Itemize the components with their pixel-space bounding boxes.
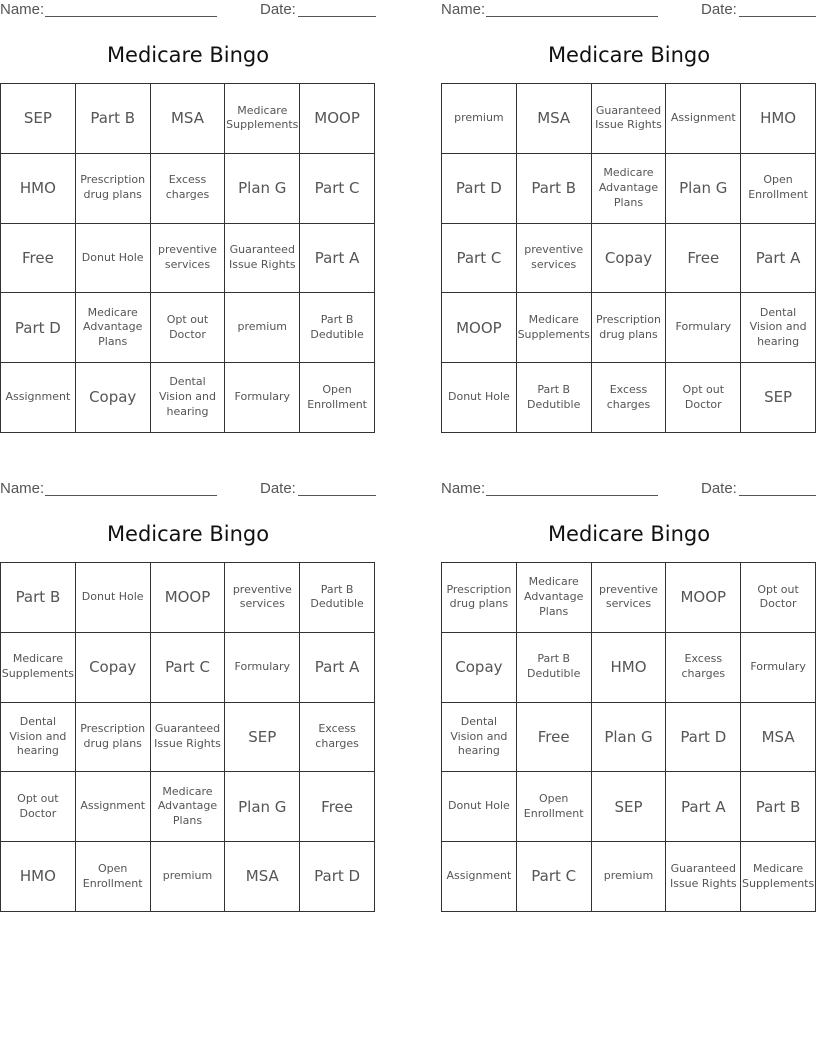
name-label: Name: (0, 1, 45, 18)
bingo-cell: Part A (666, 772, 741, 842)
date-label: Date: (260, 1, 296, 18)
bingo-cell: SEP (1, 84, 76, 154)
bingo-cell: Plan G (666, 154, 741, 224)
date-label: Date: (701, 480, 737, 497)
bingo-cell: Opt out Doctor (151, 293, 226, 363)
bingo-cell: MOOP (300, 84, 375, 154)
date-blank-line (298, 16, 376, 17)
name-blank-line (486, 495, 658, 496)
bingo-cell: MSA (225, 842, 300, 912)
bingo-cell: Part B (1, 563, 76, 633)
bingo-cell: Copay (442, 633, 517, 703)
bingo-card-4 (441, 479, 816, 913)
date-label: Date: (701, 1, 737, 18)
date-label: Date: (260, 480, 296, 497)
bingo-grid (441, 562, 816, 912)
bingo-cell: Dental Vision and hearing (1, 703, 76, 773)
bingo-cell: Excess charges (151, 154, 226, 224)
date-blank-line (739, 16, 816, 17)
bingo-cell: MOOP (442, 293, 517, 363)
bingo-cell: Part A (300, 633, 375, 703)
bingo-cell: Open Enrollment (76, 842, 151, 912)
bingo-cell: Opt out Doctor (1, 772, 76, 842)
bingo-grid (441, 83, 816, 433)
bingo-cell: Part B (517, 154, 592, 224)
name-blank-line (486, 16, 658, 17)
bingo-cell: Prescription drug plans (592, 293, 667, 363)
bingo-cell: Plan G (225, 154, 300, 224)
bingo-cell: premium (442, 84, 517, 154)
bingo-cell: Copay (592, 224, 667, 294)
bingo-cell: Formulary (741, 633, 816, 703)
bingo-grid (0, 562, 375, 912)
bingo-cell: Assignment (76, 772, 151, 842)
bingo-cell: premium (225, 293, 300, 363)
bingo-cell: Opt out Doctor (741, 563, 816, 633)
bingo-cell: Assignment (1, 363, 76, 433)
bingo-cell: Medicare Advantage Plans (517, 563, 592, 633)
bingo-cell: Open Enrollment (517, 772, 592, 842)
bingo-cell: Part C (517, 842, 592, 912)
bingo-cell: Medicare Advantage Plans (76, 293, 151, 363)
date-blank-line (739, 495, 816, 496)
bingo-cell: Donut Hole (76, 224, 151, 294)
bingo-cell: Plan G (225, 772, 300, 842)
bingo-cell: Free (1, 224, 76, 294)
bingo-cell: preventive services (592, 563, 667, 633)
bingo-cell: Dental Vision and hearing (442, 703, 517, 773)
bingo-cell: Part D (442, 154, 517, 224)
bingo-cell: Part B Dedutible (300, 563, 375, 633)
bingo-cell: Excess charges (592, 363, 667, 433)
card-header (441, 0, 816, 20)
bingo-cell: Part B Dedutible (517, 363, 592, 433)
bingo-cell: SEP (225, 703, 300, 773)
bingo-cell: HMO (1, 842, 76, 912)
bingo-cell: Donut Hole (442, 772, 517, 842)
bingo-cell: MOOP (666, 563, 741, 633)
bingo-cell: premium (151, 842, 226, 912)
bingo-cell: Free (300, 772, 375, 842)
bingo-cell: SEP (741, 363, 816, 433)
bingo-cell: premium (592, 842, 667, 912)
bingo-cell: Medicare Advantage Plans (151, 772, 226, 842)
bingo-cell: Part B (741, 772, 816, 842)
bingo-card-1 (0, 0, 376, 434)
bingo-cell: MOOP (151, 563, 226, 633)
bingo-cell: SEP (592, 772, 667, 842)
bingo-cell: preventive services (225, 563, 300, 633)
bingo-cell: preventive services (151, 224, 226, 294)
bingo-cell: Medicare Supplements (1, 633, 76, 703)
bingo-cell: Part D (1, 293, 76, 363)
bingo-cell: Medicare Supplements (225, 84, 300, 154)
bingo-cell: Prescription drug plans (442, 563, 517, 633)
card-header (0, 0, 376, 20)
bingo-card-3 (0, 479, 376, 913)
bingo-cell: Part C (300, 154, 375, 224)
bingo-cell: Part B (76, 84, 151, 154)
card-title: Medicare Bingo (547, 522, 711, 546)
bingo-cell: Free (517, 703, 592, 773)
card-title: Medicare Bingo (106, 522, 270, 546)
bingo-cell: Excess charges (300, 703, 375, 773)
card-header (0, 479, 376, 499)
bingo-cell: MSA (151, 84, 226, 154)
bingo-cell: Part A (300, 224, 375, 294)
bingo-cell: Opt out Doctor (666, 363, 741, 433)
bingo-cell: MSA (741, 703, 816, 773)
bingo-card-2 (441, 0, 816, 434)
name-label: Name: (0, 480, 45, 497)
name-blank-line (45, 16, 217, 17)
bingo-cell: Plan G (592, 703, 667, 773)
date-blank-line (298, 495, 376, 496)
bingo-cell: Donut Hole (442, 363, 517, 433)
bingo-grid (0, 83, 375, 433)
card-header (441, 479, 816, 499)
card-title: Medicare Bingo (547, 43, 711, 67)
bingo-cell: Dental Vision and hearing (151, 363, 226, 433)
bingo-cell: Guaranteed Issue Rights (225, 224, 300, 294)
bingo-cell: Part B Dedutible (517, 633, 592, 703)
bingo-cell: Part A (741, 224, 816, 294)
bingo-cell: Open Enrollment (300, 363, 375, 433)
name-label: Name: (441, 480, 486, 497)
bingo-cell: Part D (300, 842, 375, 912)
bingo-cell: Medicare Supplements (517, 293, 592, 363)
bingo-cell: Dental Vision and hearing (741, 293, 816, 363)
bingo-cell: HMO (1, 154, 76, 224)
bingo-cell: Free (666, 224, 741, 294)
bingo-cell: Guaranteed Issue Rights (592, 84, 667, 154)
bingo-cell: Guaranteed Issue Rights (666, 842, 741, 912)
bingo-cell: Formulary (666, 293, 741, 363)
bingo-cell: Medicare Advantage Plans (592, 154, 667, 224)
bingo-cell: preventive services (517, 224, 592, 294)
name-label: Name: (441, 1, 486, 18)
bingo-cell: Assignment (442, 842, 517, 912)
bingo-cell: Guaranteed Issue Rights (151, 703, 226, 773)
bingo-cell: Copay (76, 633, 151, 703)
bingo-cell: HMO (592, 633, 667, 703)
bingo-cell: Assignment (666, 84, 741, 154)
bingo-cell: Part D (666, 703, 741, 773)
bingo-cell: Copay (76, 363, 151, 433)
bingo-cell: Excess charges (666, 633, 741, 703)
bingo-cell: Formulary (225, 633, 300, 703)
bingo-cell: Open Enrollment (741, 154, 816, 224)
bingo-cell: Part C (151, 633, 226, 703)
card-title: Medicare Bingo (106, 43, 270, 67)
bingo-cell: HMO (741, 84, 816, 154)
bingo-cell: Part B Dedutible (300, 293, 375, 363)
bingo-cell: Formulary (225, 363, 300, 433)
bingo-cell: Part C (442, 224, 517, 294)
bingo-cell: Donut Hole (76, 563, 151, 633)
bingo-cell: Prescription drug plans (76, 154, 151, 224)
bingo-cell: Prescription drug plans (76, 703, 151, 773)
bingo-cell: Medicare Supplements (741, 842, 816, 912)
name-blank-line (45, 495, 217, 496)
bingo-cell: MSA (517, 84, 592, 154)
